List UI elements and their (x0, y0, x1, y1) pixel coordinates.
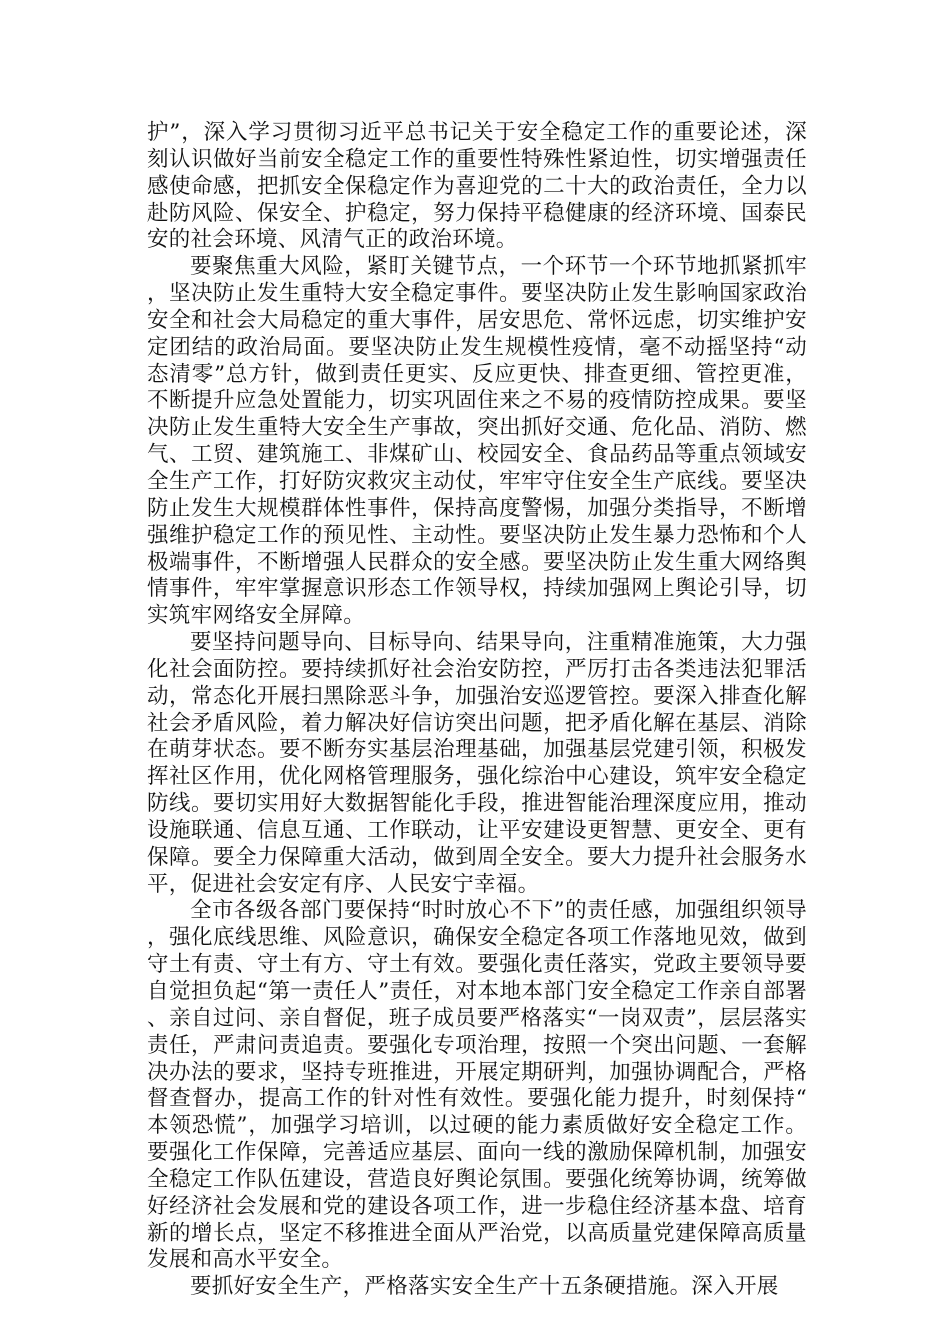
paragraph-1: 护”，深入学习贯彻习近平总书记关于安全稳定工作的重要论述，深刻认识做好当前安全稳定工作的重要性特殊性紧迫性，切实增强责任感使命感，把抓安全保稳定作为喜迎党的二十大的政治责任，全力以赴防风险、保安全、护稳定，努力保持平稳健康的经济环境、国泰民安的社会环境、风清气正的政治环境。 (147, 120, 807, 253)
document-body (147, 120, 807, 1301)
paragraph-2: 要聚焦重大风险，紧盯关键节点，一个环节一个环节地抓紧抓牢，坚决防止发生重特大安全稳定事件。要坚决防止发生影响国家政治安全和社会大局稳定的重大事件，居安思危、常怀远虑，切实维护安定团结的政治局面。要坚决防止发生规模性疫情，毫不动摇坚持“动态清零”总方针，做到责任更实、反应更快、排查更细、管控更准，不断提升应急处置能力，切实巩固住来之不易的疫情防控成果。要坚决防止发生重特大安全生产事故，突出抓好交通、危化品、消防、燃气、工贸、建筑施工、非煤矿山、校园安全、食品药品等重点领域安全生产工作，打好防灾救灾主动仗，牢牢守住安全生产底线。要坚决防止发生大规模群体性事件，保持高度警惕，加强分类指导，不断增强维护稳定工作的预见性、主动性。要坚决防止发生暴力恐怖和个人极端事件，不断增强人民群众的安全感。要坚决防止发生重大网络舆情事件，牢牢掌握意识形态工作领导权，持续加强网上舆论引导，切实筑牢网络安全屏障。 (147, 254, 807, 629)
paragraph-5: 要抓好安全生产，严格落实安全生产十五条硬措施。深入开展 (190, 1274, 779, 1300)
paragraph-3: 要坚持问题导向、目标导向、结果导向，注重精准施策，大力强化社会面防控。要持续抓好社会治安防控，严厉打击各类违法犯罪活动，常态化开展扫黑除恶斗争，加强治安巡逻管控。要深入排查化解社会矛盾风险，着力解决好信访突出问题，把矛盾化解在基层、消除在萌芽状态。要不断夯实基层治理基础，加强基层党建引领，积极发挥社区作用，优化网格管理服务，强化综治中心建设，筑牢安全稳定防线。要切实用好大数据智能化手段，推进智能治理深度应用，推动设施联通、信息互通、工作联动，让平安建设更智慧、更安全、更有保障。要全力保障重大活动，做到周全安全。要大力提升社会服务水平，促进社会安定有序、人民安宁幸福。 (147, 630, 807, 897)
paragraph-4: 全市各级各部门要保持“时时放心不下”的责任感，加强组织领导，强化底线思维、风险意识，确保安全稳定各项工作落地见效，做到守土有责、守土有方、守土有效。要强化责任落实，党政主要领导要自觉担负起“第一责任人”责任，对本地本部门安全稳定工作亲自部署、亲自过问、亲自督促，班子成员要严格落实“一岗双责”，层层落实责任，严肃问责追责。要强化专项治理，按照一个突出问题、一套解决办法的要求，坚持专班推进，开展定期研判，加强协调配合，严格督查督办，提高工作的针对性有效性。要强化能力提升，时刻保持“本领恐慌”，加强学习培训，以过硬的能力素质做好安全稳定工作。要强化工作保障，完善适应基层、面向一线的激励保障机制，加强安全稳定工作队伍建设，营造良好舆论氛围。要强化统筹协调，统筹做好经济社会发展和党的建设各项工作，进一步稳住经济基本盘、培育新的增长点，坚定不移推进全面从严治党，以高质量党建保障高质量发展和高水平安全。 (147, 898, 807, 1273)
